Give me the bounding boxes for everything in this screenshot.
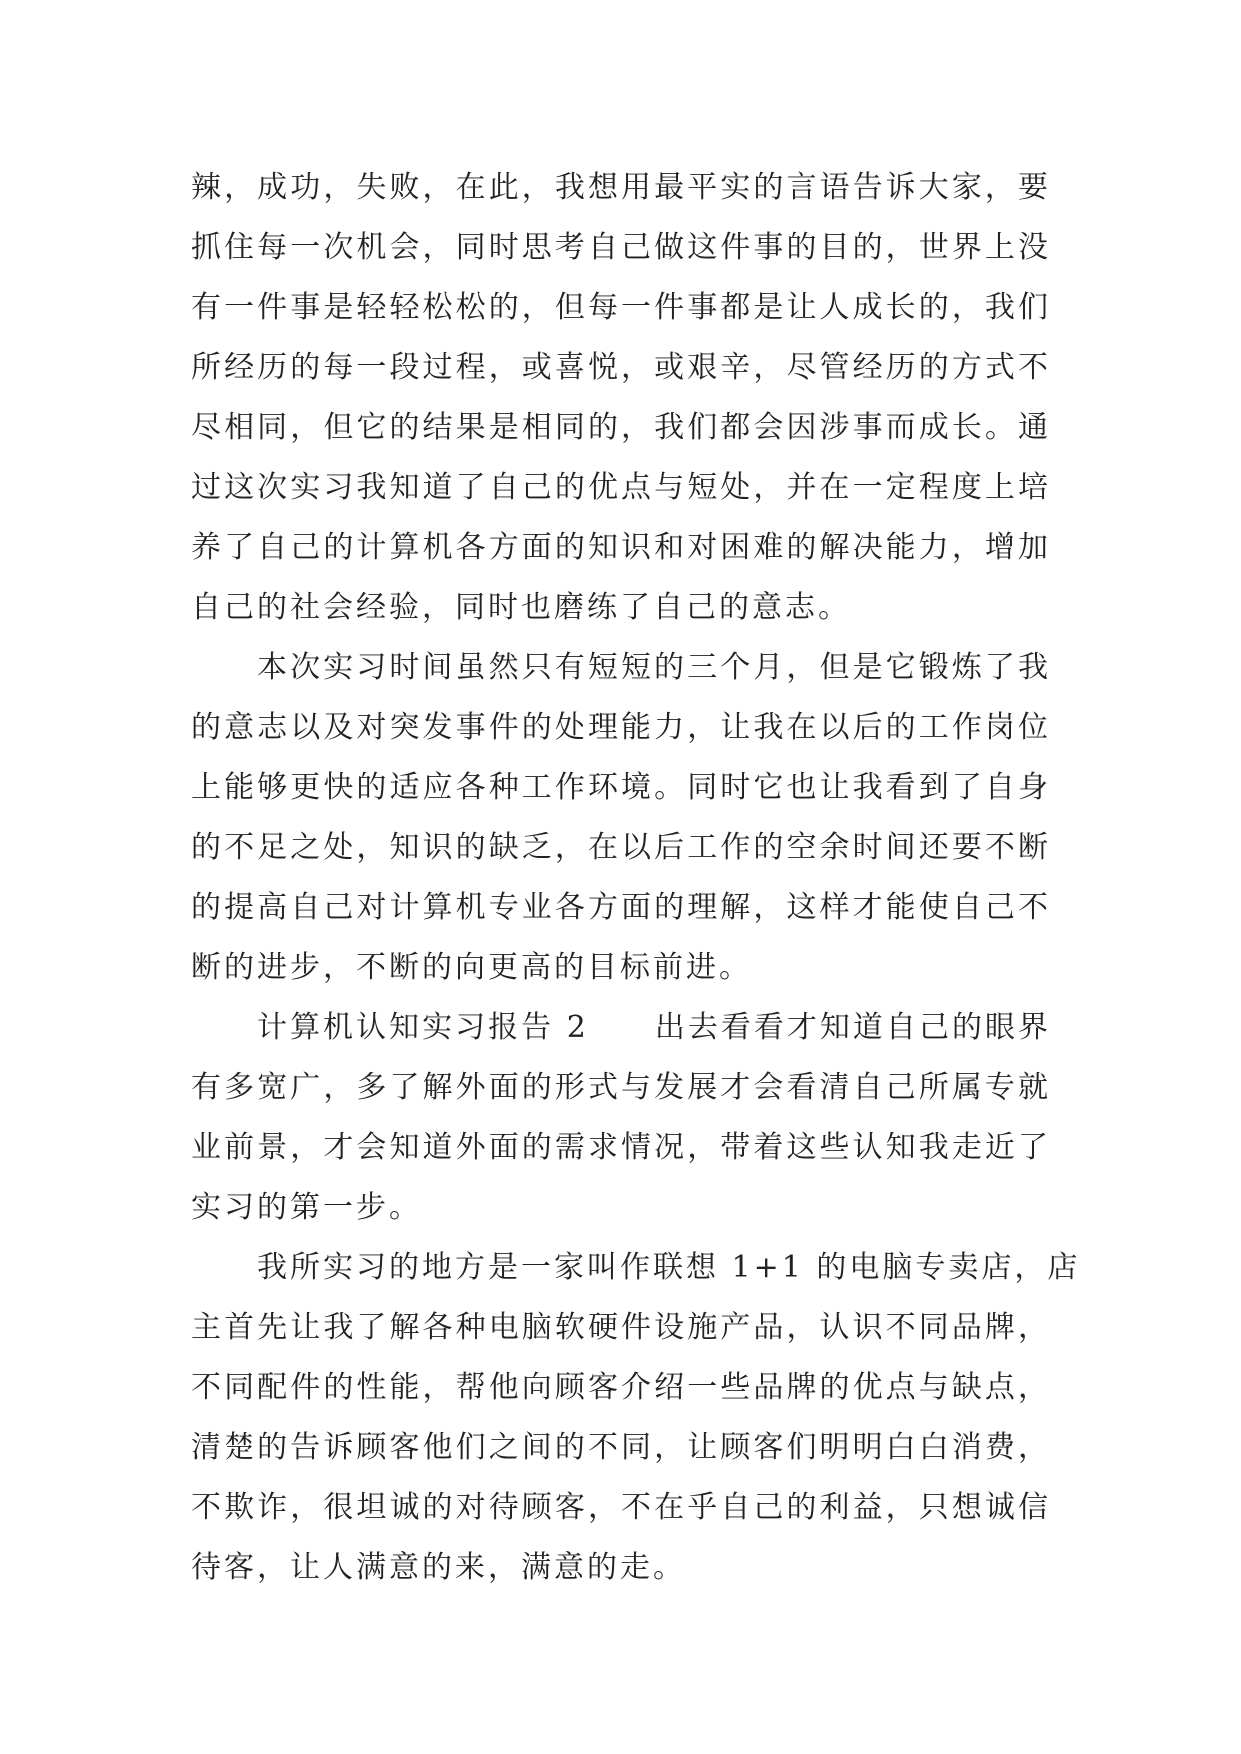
paragraph xyxy=(191,158,1051,638)
paragraph xyxy=(191,1238,1081,1598)
paragraph xyxy=(191,998,1051,1238)
text-line: 本次实习时间虽然只有短短的三个月，但是它锻炼了我 xyxy=(257,650,1051,685)
text-line: 尽相同，但它的结果是相同的，我们都会因涉事而成长。通 xyxy=(191,410,1051,445)
text-line: 的提高自己对计算机专业各方面的理解，这样才能使自己不 xyxy=(191,890,1051,925)
text-line: 不欺诈，很坦诚的对待顾客，不在乎自己的利益，只想诚信 xyxy=(191,1490,1051,1525)
document-body xyxy=(191,158,1081,1598)
text-line: 计算机认知实习报告 2 出去看看才知道自己的眼界 xyxy=(257,1010,1051,1045)
text-line: 的不足之处，知识的缺乏，在以后工作的空余时间还要不断 xyxy=(191,830,1051,865)
text-line: 过这次实习我知道了自己的优点与短处，并在一定程度上培 xyxy=(191,470,1051,505)
text-line: 养了自己的计算机各方面的知识和对困难的解决能力，增加 xyxy=(191,530,1051,565)
text-line: 我所实习的地方是一家叫作联想 1+1 的电脑专卖店，店 xyxy=(257,1250,1081,1285)
text-line: 上能够更快的适应各种工作环境。同时它也让我看到了自身 xyxy=(191,770,1051,805)
text-line: 有一件事是轻轻松松的，但每一件事都是让人成长的，我们 xyxy=(191,290,1051,325)
text-line: 不同配件的性能，帮他向顾客介绍一些品牌的优点与缺点， xyxy=(191,1370,1051,1405)
text-line: 辣，成功，失败，在此，我想用最平实的言语告诉大家，要 xyxy=(191,170,1051,205)
text-line: 所经历的每一段过程，或喜悦，或艰辛，尽管经历的方式不 xyxy=(191,350,1051,385)
paragraph xyxy=(191,638,1051,998)
text-line: 自己的社会经验，同时也磨练了自己的意志。 xyxy=(191,590,851,625)
text-line: 抓住每一次机会，同时思考自己做这件事的目的，世界上没 xyxy=(191,230,1051,265)
text-line: 主首先让我了解各种电脑软硬件设施产品，认识不同品牌， xyxy=(191,1310,1051,1345)
text-line: 断的进步，不断的向更高的目标前进。 xyxy=(191,950,752,985)
text-line: 实习的第一步。 xyxy=(191,1190,422,1225)
text-line: 清楚的告诉顾客他们之间的不同，让顾客们明明白白消费， xyxy=(191,1430,1051,1465)
text-line: 待客，让人满意的来，满意的走。 xyxy=(191,1550,686,1585)
text-line: 有多宽广，多了解外面的形式与发展才会看清自己所属专就 xyxy=(191,1070,1051,1105)
text-line: 的意志以及对突发事件的处理能力，让我在以后的工作岗位 xyxy=(191,710,1051,745)
text-line: 业前景，才会知道外面的需求情况，带着这些认知我走近了 xyxy=(191,1130,1051,1165)
